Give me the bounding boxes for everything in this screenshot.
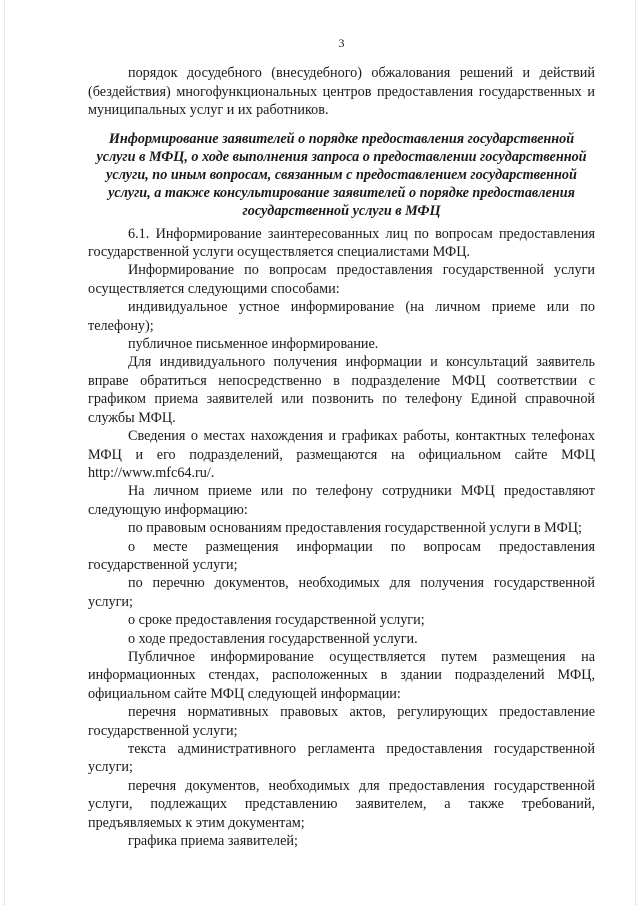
paragraph: перечня документов, необходимых для предоставления государственной услуги, подлежащих представлению заявителем, а также требований, предъявляемых к этим документам;	[88, 777, 595, 831]
paragraph: Для индивидуального получения информации и консультаций заявитель вправе обратиться непосредственно в подразделение МФЦ соответствии с графиком приема заявителей или позвонить по телефону Единой справочной службы МФЦ.	[88, 354, 595, 426]
paragraph: текста административного регламента предоставления государственной услуги;	[88, 741, 595, 776]
paragraph: по перечню документов, необходимых для получения государственной услуги;	[88, 575, 595, 610]
paragraph: индивидуальное устное информирование (на личном приеме или по телефону);	[88, 299, 595, 334]
scan-edge-right	[634, 0, 636, 905]
section-heading: Информирование заявителей о порядке предоставления государственной услуги в МФЦ, о ходе выполнения запроса о предоставлении государственной услуги, по иным вопросам, связанным с предоставлением государственной услуги, а также консультирование заявителей о порядке предоставления государственной услуги в МФЦ	[96, 130, 587, 220]
paragraph: Информирование по вопросам предоставления государственной услуги осуществляется следующими способами:	[88, 262, 595, 297]
intro-paragraph: порядок досудебного (внесудебного) обжалования решений и действий (бездействия) многофункциональных центров предоставления государственных и муниципальных услуг и их работников.	[88, 65, 595, 119]
paragraph: Сведения о местах нахождения и графиках работы, контактных телефонах МФЦ и его подразделений, размещаются на официальном сайте МФЦ http://www.mfc64.ru/.	[88, 428, 595, 481]
paragraph: о сроке предоставления государственной услуги;	[128, 612, 425, 629]
paragraph: перечня нормативных правовых актов, регулирующих предоставление государственной услуги;	[88, 704, 595, 739]
paragraph: 6.1. Информирование заинтересованных лиц по вопросам предоставления государственной услуги осуществляется специалистами МФЦ.	[88, 225, 595, 261]
scan-edge-left	[4, 0, 6, 905]
body-paragraphs	[88, 225, 595, 851]
paragraph: На личном приеме или по телефону сотрудники МФЦ предоставляют следующую информацию:	[88, 483, 595, 518]
paragraph: по правовым основаниям предоставления государственной услуги в МФЦ;	[128, 520, 582, 537]
paragraph: Публичное информирование осуществляется путем размещения на информационных стендах, расположенных в здании подразделений МФЦ, официальном сайте МФЦ следующей информации:	[88, 648, 595, 702]
paragraph: о месте размещения информации по вопросам предоставления государственной услуги;	[88, 538, 595, 573]
paragraph: публичное письменное информирование.	[128, 336, 379, 353]
page-number: 3	[338, 36, 345, 50]
paragraph: графика приема заявителей;	[128, 833, 298, 850]
document-page	[88, 34, 595, 850]
paragraph: о ходе предоставления государственной услуги.	[128, 630, 418, 647]
